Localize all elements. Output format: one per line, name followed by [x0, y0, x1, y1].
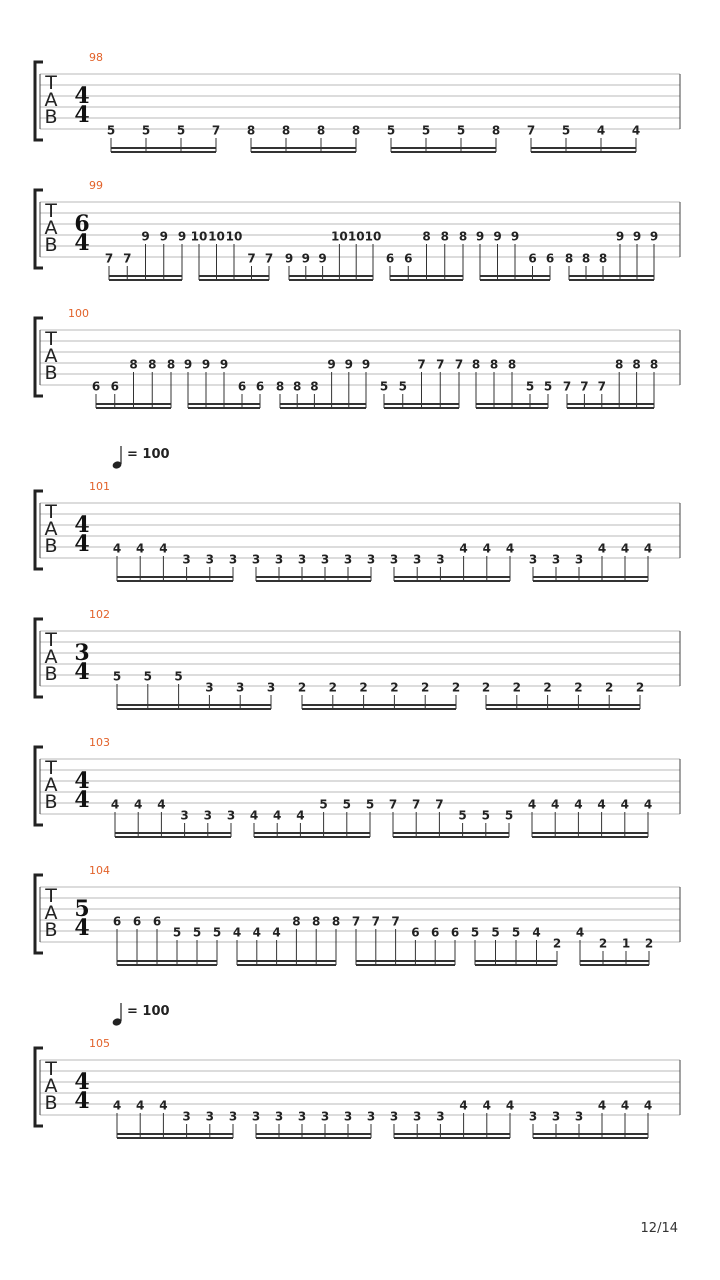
tab-system-101 [35, 446, 680, 581]
fret-number: 6 [237, 379, 247, 394]
fret-number: 10 [347, 229, 365, 244]
fret-number: 7 [351, 914, 361, 929]
fret-number: 4 [620, 797, 629, 812]
fret-number: 3 [389, 1109, 399, 1124]
fret-number: 9 [327, 357, 336, 372]
beat-group [252, 553, 375, 582]
fret-number: 7 [412, 797, 421, 812]
tab-letter-t: T [45, 757, 57, 779]
fret-number: 4 [136, 1098, 145, 1113]
fret-number: 4 [551, 797, 560, 812]
fret-number: 8 [632, 357, 641, 372]
page-number: 12/14 [640, 1221, 678, 1236]
fret-number: 2 [644, 936, 654, 951]
fret-number: 7 [417, 357, 426, 372]
measure-number: 103 [89, 736, 110, 749]
fret-number: 5 [176, 123, 186, 138]
fret-number: 8 [491, 123, 501, 138]
fret-number: 9 [318, 251, 327, 266]
fret-number: 5 [491, 925, 500, 940]
fret-number: 4 [505, 541, 515, 556]
fret-number: 6 [385, 251, 395, 266]
beat-group [105, 230, 186, 281]
fret-number: 5 [456, 123, 466, 138]
time-signature-top: 5 [74, 896, 90, 922]
fret-number: 2 [512, 680, 521, 695]
time-signature-top: 3 [74, 640, 90, 666]
fret-number: 8 [507, 357, 517, 372]
fret-number: 3 [528, 1109, 538, 1124]
fret-number: 6 [545, 251, 555, 266]
fret-number: 4 [532, 925, 541, 940]
time-signature-top: 4 [74, 768, 90, 794]
fret-number: 5 [561, 123, 571, 138]
tab-letter-t: T [45, 200, 57, 222]
fret-number: 3 [528, 552, 538, 567]
time-signature-top: 4 [74, 512, 90, 538]
beat-group [252, 1110, 375, 1139]
fret-number: 4 [112, 1098, 122, 1113]
fret-number: 5 [143, 669, 152, 684]
fret-number: 3 [251, 1109, 261, 1124]
time-signature-top: 4 [74, 83, 90, 109]
tab-letter-b: B [44, 106, 58, 128]
fret-number: 9 [159, 229, 168, 244]
tab-system-104 [35, 864, 680, 965]
fret-number: 7 [264, 251, 274, 266]
time-signature-bottom: 4 [74, 787, 90, 813]
fret-number: 6 [255, 379, 265, 394]
fret-number: 3 [236, 680, 245, 695]
fret-number: 6 [528, 251, 537, 266]
fret-number: 2 [481, 680, 491, 695]
fret-number: 5 [470, 925, 480, 940]
fret-number: 4 [631, 123, 641, 138]
fret-number: 3 [297, 552, 307, 567]
beat-group [184, 358, 264, 409]
measure-number: 98 [89, 51, 103, 64]
fret-number: 8 [615, 357, 624, 372]
measure-number: 101 [89, 480, 110, 493]
fret-number: 6 [404, 251, 413, 266]
fret-number: 3 [366, 552, 376, 567]
fret-number: 2 [421, 680, 430, 695]
fret-number: 5 [504, 808, 514, 823]
beat-group [113, 915, 221, 966]
staff-lines [40, 631, 680, 686]
fret-number: 3 [389, 552, 399, 567]
fret-number: 8 [351, 123, 361, 138]
fret-number: 8 [166, 357, 176, 372]
fret-number: 3 [413, 552, 422, 567]
fret-number: 5 [319, 797, 328, 812]
fret-number: 3 [182, 1109, 191, 1124]
fret-number: 2 [328, 680, 337, 695]
fret-number: 5 [458, 808, 467, 823]
beat-group [352, 915, 459, 966]
fret-number: 5 [386, 123, 396, 138]
fret-number: 9 [344, 357, 353, 372]
fret-number: 9 [615, 229, 625, 244]
fret-number: 9 [183, 357, 193, 372]
fret-number: 4 [574, 797, 583, 812]
tab-letter-a: A [44, 217, 58, 239]
fret-number: 3 [574, 1109, 584, 1124]
tab-letter-b: B [44, 234, 58, 256]
tab-system-105 [35, 1003, 680, 1138]
fret-number: 2 [359, 680, 368, 695]
fret-number: 8 [458, 229, 468, 244]
tempo-marking [112, 1003, 170, 1027]
tab-letter-t: T [45, 1058, 57, 1080]
fret-number: 7 [247, 251, 256, 266]
fret-number: 5 [543, 379, 553, 394]
fret-number: 9 [284, 251, 294, 266]
fret-number: 3 [205, 680, 214, 695]
fret-number: 6 [132, 914, 142, 929]
fret-number: 4 [252, 925, 261, 940]
fret-number: 9 [301, 251, 310, 266]
beat-group [482, 681, 644, 710]
tab-system-103 [35, 736, 680, 837]
time-signature-bottom: 4 [74, 102, 90, 128]
fret-number: 3 [266, 680, 276, 695]
fret-number: 3 [251, 552, 261, 567]
fret-number: 10 [208, 229, 225, 244]
fret-number: 3 [413, 1109, 422, 1124]
fret-number: 5 [174, 669, 183, 684]
fret-number: 5 [141, 123, 151, 138]
fret-number: 2 [598, 936, 608, 951]
fret-number: 10 [190, 229, 208, 244]
fret-number: 8 [246, 123, 256, 138]
fret-number: 3 [205, 1109, 214, 1124]
time-signature-bottom: 4 [74, 531, 90, 557]
beat-group [380, 358, 463, 409]
fret-number: 7 [454, 357, 464, 372]
fret-number: 4 [620, 1098, 630, 1113]
tab-letter-b: B [44, 791, 58, 813]
staff-lines [40, 74, 680, 129]
beat-group [472, 358, 552, 409]
fret-number: 8 [489, 357, 499, 372]
tab-letter-a: A [44, 345, 58, 367]
fret-number: 3 [320, 1109, 330, 1124]
tab-system-102 [35, 608, 680, 709]
fret-number: 7 [435, 797, 444, 812]
fret-number: 3 [436, 552, 445, 567]
tab-letter-a: A [44, 774, 58, 796]
fret-number: 2 [390, 680, 399, 695]
fret-number: 4 [273, 808, 282, 823]
fret-number: 8 [312, 914, 321, 929]
fret-number: 9 [493, 229, 502, 244]
fret-number: 5 [525, 379, 535, 394]
fret-number: 3 [228, 1109, 238, 1124]
fret-number: 4 [597, 541, 607, 556]
fret-number: 3 [297, 1109, 307, 1124]
fret-number: 3 [436, 1109, 445, 1124]
fret-number: 10 [364, 229, 382, 244]
fret-number: 8 [471, 357, 481, 372]
fret-number: 1 [621, 936, 631, 951]
fret-number: 4 [597, 1098, 607, 1113]
fret-number: 5 [172, 925, 182, 940]
fret-number: 6 [152, 914, 162, 929]
beat-group [191, 230, 274, 281]
fret-number: 3 [551, 1109, 561, 1124]
tab-letter-t: T [45, 629, 57, 651]
fret-number: 4 [643, 1098, 653, 1113]
tab-letter-a: A [44, 646, 58, 668]
measure-number: 100 [68, 307, 89, 320]
fret-number: 7 [436, 357, 445, 372]
fret-number: 6 [110, 379, 119, 394]
tab-letter-t: T [45, 885, 57, 907]
time-signature-top: 4 [74, 1069, 90, 1095]
fret-number: 9 [475, 229, 485, 244]
tab-system-99 [35, 179, 680, 280]
fret-number: 6 [91, 379, 101, 394]
fret-number: 4 [482, 541, 491, 556]
fret-number: 8 [598, 251, 608, 266]
fret-number: 4 [505, 1098, 515, 1113]
fret-number: 5 [192, 925, 202, 940]
tab-letter-b: B [44, 919, 58, 941]
fret-number: 8 [331, 914, 341, 929]
fret-number: 4 [110, 797, 120, 812]
fret-number: 4 [232, 925, 242, 940]
time-signature-bottom: 4 [74, 659, 90, 685]
fret-number: 3 [203, 808, 212, 823]
fret-number: 5 [481, 808, 490, 823]
fret-number: 8 [293, 379, 302, 394]
fret-number: 8 [422, 229, 431, 244]
fret-number: 8 [564, 251, 574, 266]
fret-number: 5 [106, 123, 116, 138]
fret-number: 8 [581, 251, 591, 266]
fret-number: 4 [136, 541, 145, 556]
fret-number: 5 [398, 379, 407, 394]
time-signature-bottom: 4 [74, 1088, 90, 1114]
fret-number: 3 [274, 552, 284, 567]
fret-number: 9 [649, 229, 659, 244]
fret-number: 5 [511, 925, 521, 940]
fret-number: 8 [148, 357, 157, 372]
fret-number: 4 [112, 541, 122, 556]
fret-number: 5 [421, 123, 431, 138]
fret-number: 4 [482, 1098, 491, 1113]
beat-group [527, 124, 640, 153]
fret-number: 3 [228, 552, 238, 567]
tab-letter-a: A [44, 1075, 58, 1097]
fret-number: 4 [575, 925, 585, 940]
beat-group [285, 230, 382, 281]
fret-number: 3 [182, 552, 191, 567]
fret-number: 8 [440, 229, 449, 244]
fret-number: 8 [275, 379, 285, 394]
fret-number: 4 [157, 797, 166, 812]
tab-letter-b: B [44, 1092, 58, 1114]
fret-number: 7 [580, 379, 589, 394]
fret-number: 7 [597, 379, 606, 394]
fret-number: 7 [388, 797, 398, 812]
measure-number: 104 [89, 864, 110, 877]
measure-number: 105 [89, 1037, 110, 1050]
fret-number: 6 [431, 925, 440, 940]
fret-number: 7 [123, 251, 132, 266]
tab-letter-b: B [44, 362, 58, 384]
tab-letter-t: T [45, 328, 57, 350]
fret-number: 2 [635, 680, 645, 695]
fret-number: 3 [226, 808, 236, 823]
fret-number: 6 [112, 914, 122, 929]
fret-number: 3 [180, 808, 189, 823]
beat-group [563, 358, 658, 409]
beat-group [247, 124, 360, 153]
tab-letter-a: A [44, 902, 58, 924]
fret-number: 7 [104, 251, 114, 266]
beat-group [387, 124, 500, 153]
measure-number: 99 [89, 179, 103, 192]
tab-system-98 [35, 51, 680, 152]
fret-number: 2 [451, 680, 461, 695]
tab-letter-a: A [44, 89, 58, 111]
fret-number: 7 [526, 123, 536, 138]
fret-number: 4 [459, 1098, 468, 1113]
fret-number: 9 [219, 357, 229, 372]
fret-number: 4 [134, 797, 143, 812]
beat-group [233, 915, 340, 966]
fret-number: 2 [297, 680, 307, 695]
tab-letter-b: B [44, 535, 58, 557]
fret-number: 9 [632, 229, 642, 244]
fret-number: 4 [597, 797, 606, 812]
fret-number: 4 [643, 541, 653, 556]
fret-number: 2 [605, 680, 614, 695]
fret-number: 2 [574, 680, 583, 695]
fret-number: 4 [249, 808, 259, 823]
time-signature-top: 6 [74, 211, 90, 237]
beat-group [107, 124, 220, 153]
fret-number: 10 [331, 229, 348, 244]
fret-number: 7 [211, 123, 221, 138]
tab-letter-b: B [44, 663, 58, 685]
time-signature-bottom: 4 [74, 915, 90, 941]
fret-number: 4 [159, 541, 168, 556]
fret-number: 8 [129, 357, 138, 372]
fret-number: 5 [212, 925, 222, 940]
fret-number: 7 [371, 914, 380, 929]
tab-system-100 [35, 307, 680, 408]
fret-number: 4 [272, 925, 281, 940]
beat-group [565, 230, 658, 281]
fret-number: 8 [292, 914, 301, 929]
beat-group [92, 358, 175, 409]
fret-number: 5 [112, 669, 122, 684]
tempo-marking [112, 446, 170, 470]
fret-number: 3 [274, 1109, 284, 1124]
fret-number: 3 [551, 552, 561, 567]
beat-group [476, 230, 554, 281]
fret-number: 4 [527, 797, 537, 812]
fret-number: 3 [343, 1109, 353, 1124]
fret-number: 3 [320, 552, 330, 567]
fret-number: 8 [649, 357, 659, 372]
fret-number: 3 [205, 552, 214, 567]
fret-number: 6 [411, 925, 420, 940]
fret-number: 9 [201, 357, 211, 372]
beat-group [276, 358, 370, 409]
time-signature-bottom: 4 [74, 230, 90, 256]
fret-number: 7 [562, 379, 572, 394]
fret-number: 8 [316, 123, 326, 138]
fret-number: 4 [596, 123, 606, 138]
fret-number: 2 [552, 936, 562, 951]
fret-number: 9 [361, 357, 371, 372]
fret-number: 5 [365, 797, 375, 812]
fret-number: 7 [391, 914, 400, 929]
fret-number: 4 [643, 797, 653, 812]
fret-number: 3 [574, 552, 584, 567]
fret-number: 4 [620, 541, 630, 556]
tempo-value: = 100 [127, 447, 170, 462]
fret-number: 5 [342, 797, 351, 812]
beat-group [386, 230, 467, 281]
fret-number: 4 [459, 541, 468, 556]
tab-letter-t: T [45, 72, 57, 94]
fret-number: 5 [379, 379, 389, 394]
fret-number: 3 [343, 552, 353, 567]
fret-number: 4 [296, 808, 305, 823]
fret-number: 10 [225, 229, 243, 244]
fret-number: 2 [543, 680, 552, 695]
fret-number: 3 [366, 1109, 376, 1124]
fret-number: 9 [141, 229, 150, 244]
fret-number: 8 [310, 379, 319, 394]
tempo-value: = 100 [127, 1004, 170, 1019]
measure-number: 102 [89, 608, 110, 621]
fret-number: 9 [510, 229, 520, 244]
fret-number: 8 [281, 123, 291, 138]
tab-letter-t: T [45, 501, 57, 523]
tab-letter-a: A [44, 518, 58, 540]
fret-number: 6 [450, 925, 460, 940]
beat-group [298, 681, 460, 710]
fret-number: 9 [177, 229, 187, 244]
fret-number: 4 [159, 1098, 168, 1113]
